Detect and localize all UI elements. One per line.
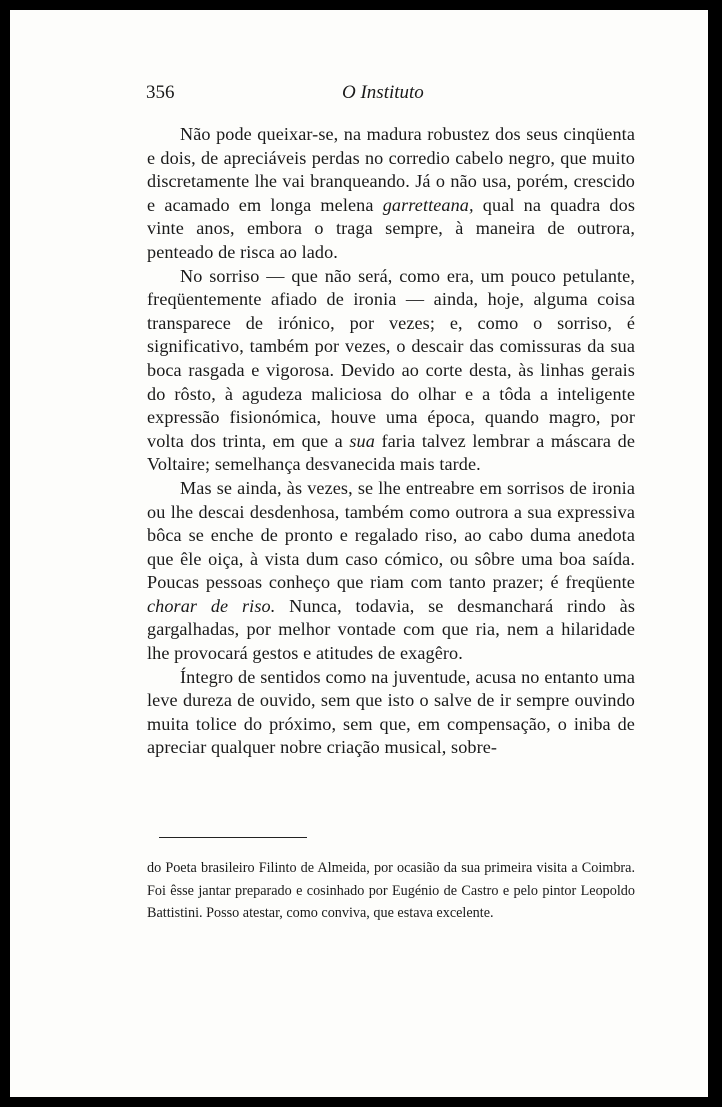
paragraph-text: qual na quadra dos vinte anos, embora o traga sempre, à maneira de outrora, penteado de risca ao lado. [147,194,635,262]
body-paragraph [147,666,635,760]
italic-text: chorar de riso. [147,595,276,616]
book-page [10,10,708,1097]
paragraph-text: faria talvez lembrar a máscara de Voltaire; semelhança desvanecida mais tarde. [147,430,635,475]
page-number: 356 [146,82,175,103]
footnote [147,857,635,925]
running-title: O Instituto [342,82,424,103]
body-text [147,123,635,760]
body-paragraph [147,123,635,265]
italic-text: sua [349,430,375,451]
paragraph-text: No sorriso — que não será, como era, um pouco petulante, freqüentemente afiado de ironia — ainda, hoje, alguma coisa transparece de irónico, por vezes; e, como o sorriso, é significativo, também por vezes, o descair das comissuras da sua boca rasgada e vigorosa. Devido ao corte desta, às linhas gerais do rôsto, à agudeza maliciosa do olhar e a tôda a inteligente expressão fisionómica, houve uma época, quando magro, por volta dos trinta, em que a [147,265,635,451]
italic-text: garretteana, [382,194,474,215]
paragraph-text: Não pode queixar-se, na madura robustez dos seus cinqüenta e dois, de apreciáveis perdas no corredio cabelo negro, que muito discretamente lhe vai branqueando. Já o não usa, porém, crescido e acamado em longa melena [147,124,635,215]
body-paragraph [147,265,635,477]
footnote-rule [159,837,307,838]
paragraph-text: Mas se ainda, às vezes, se lhe entreabre em sorrisos de ironia ou lhe descai desdenhosa, também como outrora a sua expressiva bôca se enche de pronto e regalado riso, ao cabo duma anedota que êle oiça, à vista dum caso cómico, ou sôbre uma boa saída. Poucas pessoas conheço que riam com tanto prazer; é freqüente [147,477,635,593]
paragraph-text: Íntegro de sentidos como na juventude, acusa no entanto uma leve dureza de ouvido, sem que isto o salve de ir sempre ouvindo muita tolice do próximo, sem que, em compensação, o iniba de apreciar qualquer nobre criação musical, sobre- [147,666,635,758]
body-paragraph [147,477,635,666]
paragraph-text: Nunca, todavia, se desmanchará rindo às gargalhadas, por melhor vontade com que ria, nem a hilaridade lhe provocará gestos e atitudes de exagêro. [147,595,635,664]
footnote-text: do Poeta brasileiro Filinto de Almeida, por ocasião da sua primeira visita a Coimbra. Foi êsse jantar preparado e cosinhado por Eugénio de Castro e pelo pintor Leopoldo Battistini. Posso atestar, como conviva, que estava excelente. [147,860,635,921]
page-header [10,82,708,110]
